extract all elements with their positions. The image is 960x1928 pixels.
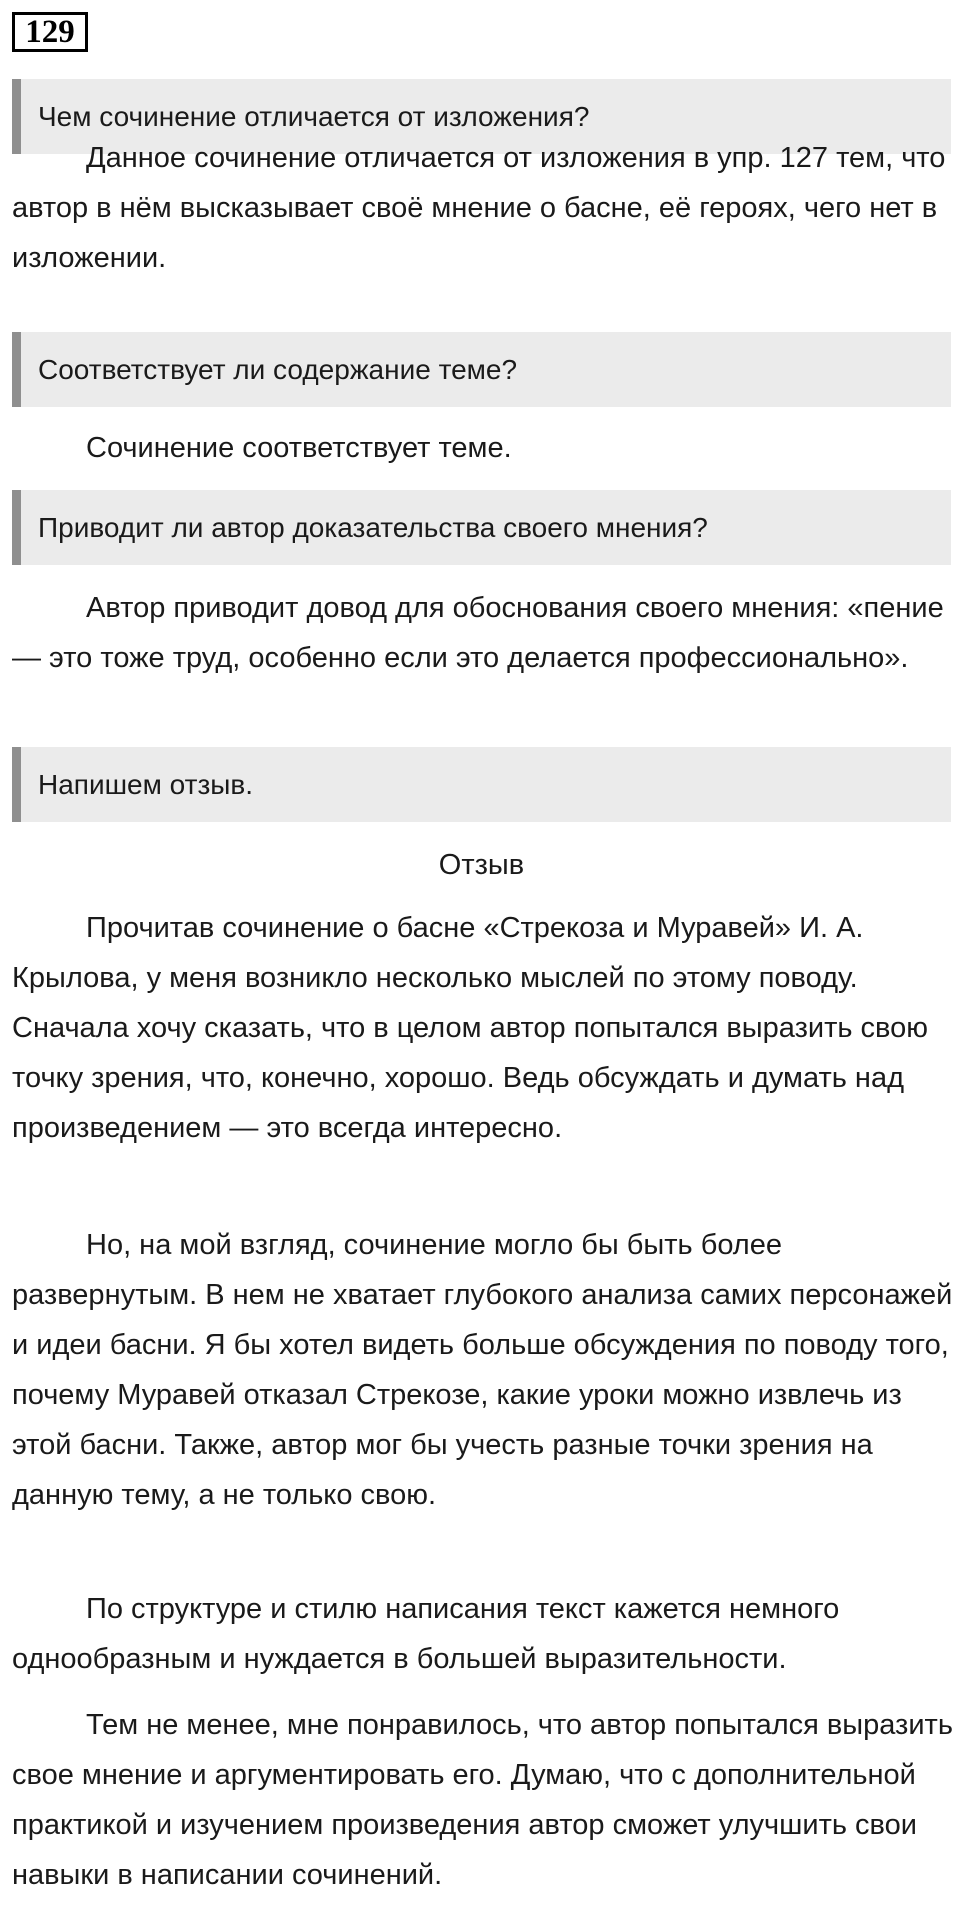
review-title: Отзыв [438,849,525,881]
question-4: Напишем отзыв. [12,747,951,822]
answer-2: Сочинение соответствует теме. [86,432,512,464]
review-paragraph-2: Но, на мой взгляд, сочинение могло бы быть более развернутым. В нем не хватает глубокого анализа самих персонажей и идеи басни. Я бы хотел видеть больше обсуждения по поводу того, почему Муравей отказал Стрекозе, какие уроки можно извлечь из этой басни. Также, автор мог бы учесть разные точки зрения на данную тему, а не только свою. [12,1229,953,1511]
task-number-badge: 129 [12,12,88,52]
review-paragraph-1: Прочитав сочинение о басне «Стрекоза и Муравей» И. А. Крылова, у меня возникло несколько мыслей по этому поводу. Сначала хочу сказать, что в целом автор попытался выразить свою точку зрения, что, конечно, хорошо. Ведь обсуждать и думать над произведением — это всегда интересно. [12,912,928,1144]
question-1: Чем сочинение отличается от изложения? [12,79,951,154]
answer-3: Автор приводит довод для обоснования своего мнения: «пение — это тоже труд, особенно если это делается профессионально». [12,592,944,674]
review-paragraph-3: По структуре и стилю написания текст кажется немного однообразным и нуждается в большей выразительности. [12,1593,840,1675]
question-2: Соответствует ли содержание теме? [12,332,951,407]
answer-1: Данное сочинение отличается от изложения в упр. 127 тем, что автор в нём высказывает своё мнение о басне, её героях, чего нет в изложении. [12,142,946,274]
review-paragraph-4: Тем не менее, мне понравилось, что автор попытался выразить свое мнение и аргументировать его. Думаю, что с дополнительной практикой и изучением произведения автор сможет улучшить свои навыки в написании сочинений. [12,1709,953,1891]
question-3: Приводит ли автор доказательства своего мнения? [12,490,951,565]
